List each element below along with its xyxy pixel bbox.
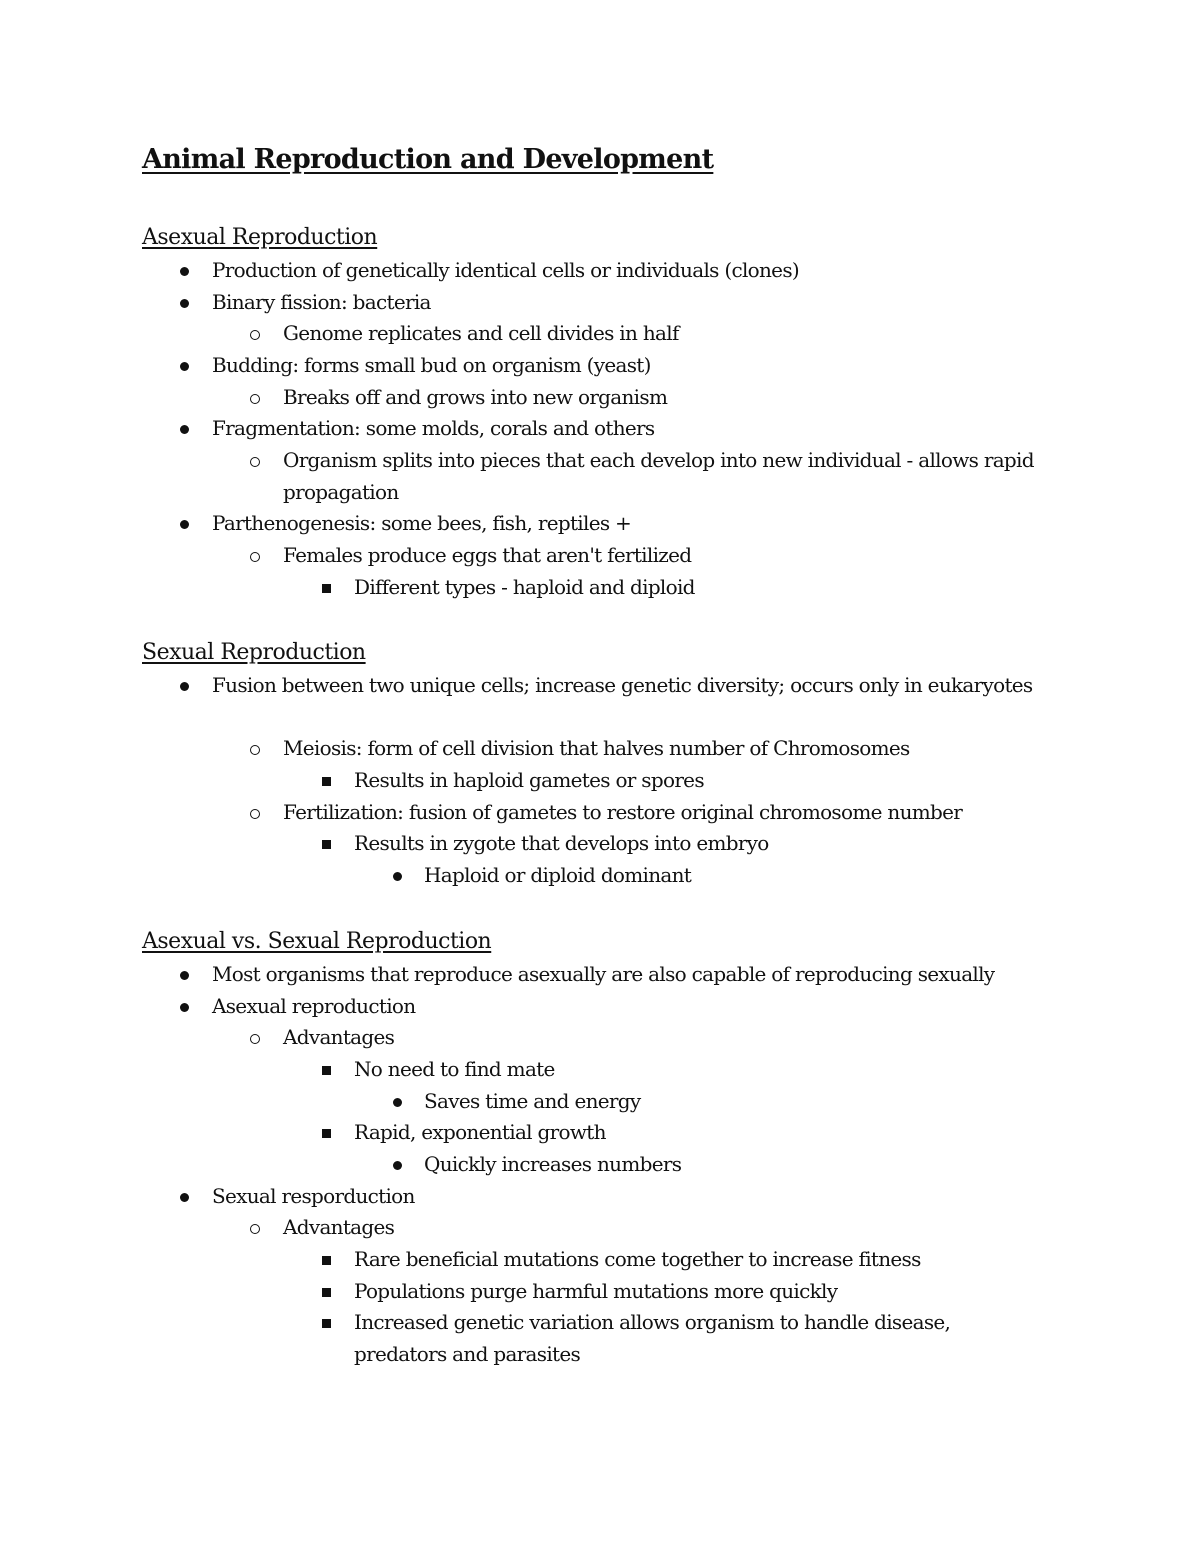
list-item-text: Genome replicates and cell divides in half <box>283 321 679 345</box>
list-item-text: Rapid, exponential growth <box>354 1120 606 1144</box>
bullet-dot-icon <box>174 255 194 287</box>
list-item-text: Binary fission: bacteria <box>212 290 431 314</box>
list-item-text: Advantages <box>283 1215 395 1239</box>
list-item-text: Parthenogenesis: some bees, fish, reptiles + <box>212 511 632 535</box>
list-item-text: Most organisms that reproduce asexually are also capable of reproducing sexually <box>212 962 995 986</box>
list-item-text: Saves time and energy <box>424 1089 641 1113</box>
list-item-text: Organism splits into pieces that each develop into new individual - allows rapid propagation <box>283 448 1034 504</box>
list-item-text: Fertilization: fusion of gametes to restore original chromosome number <box>283 800 963 824</box>
list-item-text: Results in haploid gametes or spores <box>354 768 704 792</box>
bullet-circle-icon <box>245 1022 265 1054</box>
bullet-square-icon <box>316 1054 336 1086</box>
bullet-dot-icon <box>174 508 194 540</box>
document-title: Animal Reproduction and Development <box>142 144 714 175</box>
list-item-text: Fusion between two unique cells; increase genetic diversity; occurs only in eukaryotes <box>212 673 1033 697</box>
bullet-square-icon <box>316 828 336 860</box>
bullet-dot-icon <box>387 1086 407 1118</box>
section-heading: Asexual Reproduction <box>142 225 378 250</box>
bullet-circle-icon <box>245 445 265 477</box>
list-item-text: Budding: forms small bud on organism (yeast) <box>212 353 651 377</box>
list-item-text: Results in zygote that develops into embryo <box>354 831 769 855</box>
bullet-square-icon <box>316 572 336 604</box>
bullet-circle-icon <box>245 797 265 829</box>
list-item-text: Fragmentation: some molds, corals and others <box>212 416 655 440</box>
bullet-square-icon <box>316 1244 336 1276</box>
bullet-circle-icon <box>245 1212 265 1244</box>
list-item-text: Haploid or diploid dominant <box>424 863 692 887</box>
bullet-circle-icon <box>245 733 265 765</box>
bullet-square-icon <box>316 765 336 797</box>
section-heading: Sexual Reproduction <box>142 640 366 665</box>
list-item-text: Different types - haploid and diploid <box>354 575 695 599</box>
bullet-square-icon <box>316 1276 336 1308</box>
bullet-dot-icon <box>387 860 407 892</box>
list-item-text: Breaks off and grows into new organism <box>283 385 668 409</box>
section-heading: Asexual vs. Sexual Reproduction <box>142 929 492 954</box>
bullet-dot-icon <box>174 670 194 702</box>
list-item-text: Populations purge harmful mutations more quickly <box>354 1279 838 1303</box>
bullet-dot-icon <box>174 991 194 1023</box>
list-item-text: Asexual reproduction <box>212 994 416 1018</box>
bullet-dot-icon <box>174 413 194 445</box>
list-item-text: Meiosis: form of cell division that halves number of Chromosomes <box>283 736 910 760</box>
list-item-text: Advantages <box>283 1025 395 1049</box>
bullet-square-icon <box>316 1117 336 1149</box>
list-item-text: Rare beneficial mutations come together to increase fitness <box>354 1247 921 1271</box>
list-item-text: Females produce eggs that aren't fertilized <box>283 543 692 567</box>
bullet-square-icon <box>316 1307 336 1339</box>
list-item-text: Increased genetic variation allows organism to handle disease, predators and parasites <box>354 1310 951 1366</box>
bullet-dot-icon <box>174 959 194 991</box>
bullet-dot-icon <box>387 1149 407 1181</box>
bullet-circle-icon <box>245 540 265 572</box>
bullet-circle-icon <box>245 318 265 350</box>
bullet-circle-icon <box>245 382 265 414</box>
list-item-text: No need to find mate <box>354 1057 555 1081</box>
list-item-text: Quickly increases numbers <box>424 1152 682 1176</box>
list-item-text: Sexual resporduction <box>212 1184 415 1208</box>
bullet-dot-icon <box>174 1181 194 1213</box>
list-item-text: Production of genetically identical cells or individuals (clones) <box>212 258 799 282</box>
bullet-dot-icon <box>174 350 194 382</box>
bullet-dot-icon <box>174 287 194 319</box>
